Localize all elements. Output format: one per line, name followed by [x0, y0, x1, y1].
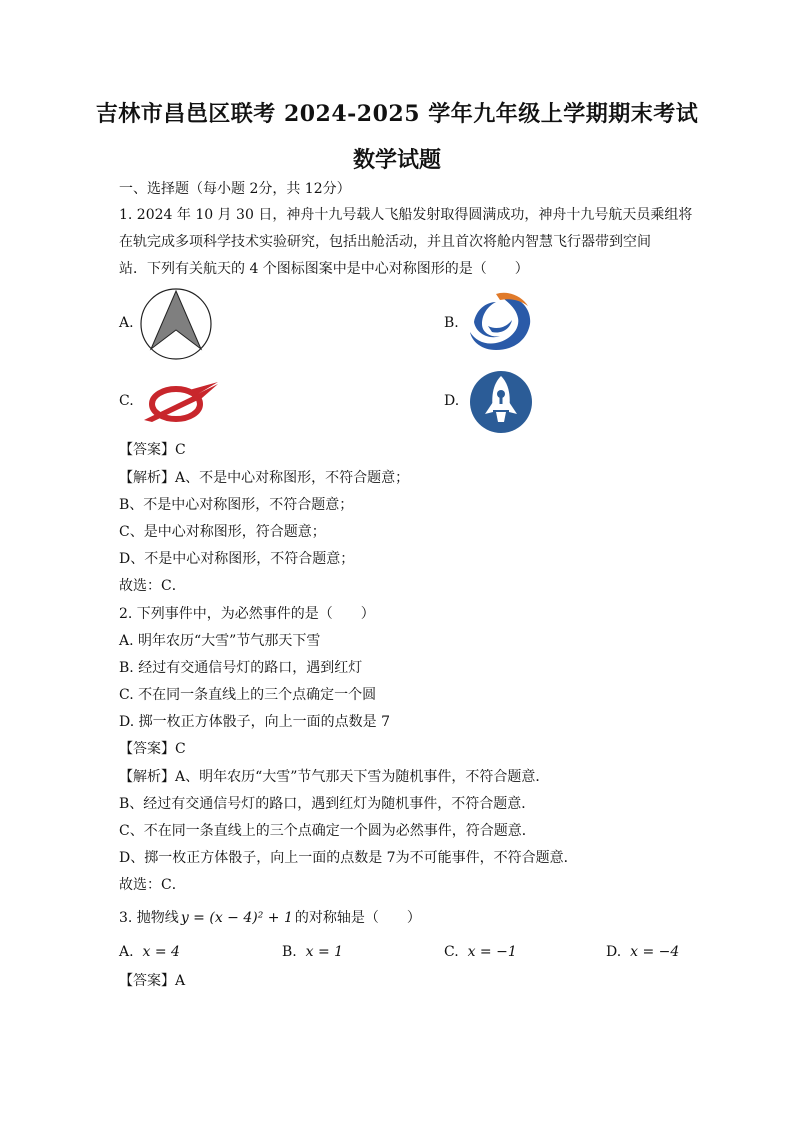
q3-question	[119, 909, 679, 927]
q3-formula: y = (x − 4)² + 1	[180, 910, 293, 926]
q3-option-d: D. x = −4	[606, 944, 680, 960]
q2-analysis-3: C、不在同一条直线上的三个点确定一个圆为必然事件，符合题意．	[119, 823, 536, 839]
document-subtitle: 数学试题	[352, 147, 441, 173]
q1-line-1: 1. 2024 年 10 月 30 日，神舟十九号载人飞船发射取得圆满成功，神舟十九号航天员乘组将	[119, 207, 693, 223]
red-orbit-logo-icon	[142, 380, 220, 424]
q1-option-a-label: A.	[119, 315, 134, 331]
q1-analysis-4: D、不是中心对称图形，不符合题意；	[119, 551, 355, 567]
q1-option-b-label: B.	[444, 315, 459, 331]
q3-prefix: 3. 抛物线	[119, 910, 179, 926]
document-title: 吉林市昌邑区联考 2024-2025 学年九年级上学期期末考试	[95, 101, 699, 127]
q2-answer: 【答案】C	[119, 741, 186, 757]
q2-option-a: A. 明年农历“大雪”节气那天下雪	[119, 633, 321, 649]
q1-line-2: 在轨完成多项科学技术实验研究，包括出舱活动，并且首次将舱内智慧飞行器带到空间	[119, 234, 651, 250]
q3-option-b: B. x = 1	[282, 944, 344, 960]
circle-arrow-icon	[139, 287, 213, 361]
q3-answer: 【答案】A	[119, 973, 186, 989]
q1-answer: 【答案】C	[119, 442, 186, 458]
q2-option-c: C. 不在同一条直线上的三个点确定一个圆	[119, 687, 377, 703]
rocket-logo-icon	[469, 370, 533, 434]
q1-analysis-1: 【解析】A、不是中心对称图形，不符合题意；	[119, 470, 410, 486]
q1-analysis-2: B、不是中心对称图形，不符合题意；	[119, 497, 354, 513]
q2-option-b: B. 经过有交通信号灯的路口，遇到红灯	[119, 660, 363, 676]
q2-analysis-1: 【解析】A、明年农历“大雪”节气那天下雪为随机事件，不符合题意．	[119, 769, 550, 785]
q3-suffix: 的对称轴是（ ）	[294, 910, 421, 926]
q3-option-c: C. x = −1	[444, 944, 517, 960]
q2-question: 2. 下列事件中，为必然事件的是（ ）	[119, 606, 375, 622]
q1-analysis-3: C、是中心对称图形，符合题意；	[119, 524, 326, 540]
q1-option-c-label: C.	[119, 393, 134, 409]
section-heading: 一、选择题（每小题 2分，共 12分）	[119, 181, 351, 197]
q2-analysis-5: 故选：C．	[119, 877, 186, 893]
blue-swirl-logo-icon	[466, 292, 534, 356]
q2-analysis-4: D、掷一枚正方体骰子，向上一面的点数是 7为不可能事件，不符合题意．	[119, 850, 578, 866]
q2-analysis-2: B、经过有交通信号灯的路口，遇到红灯为随机事件，不符合题意．	[119, 796, 536, 812]
q1-line-3: 站．下列有关航天的 4 个图标图案中是中心对称图形的是（ ）	[119, 261, 529, 277]
q2-option-d: D. 掷一枚正方体骰子，向上一面的点数是 7	[119, 714, 390, 730]
q3-option-a: A. x = 4	[119, 944, 180, 960]
q1-option-d-label: D.	[444, 393, 460, 409]
q1-analysis-5: 故选：C．	[119, 578, 186, 594]
